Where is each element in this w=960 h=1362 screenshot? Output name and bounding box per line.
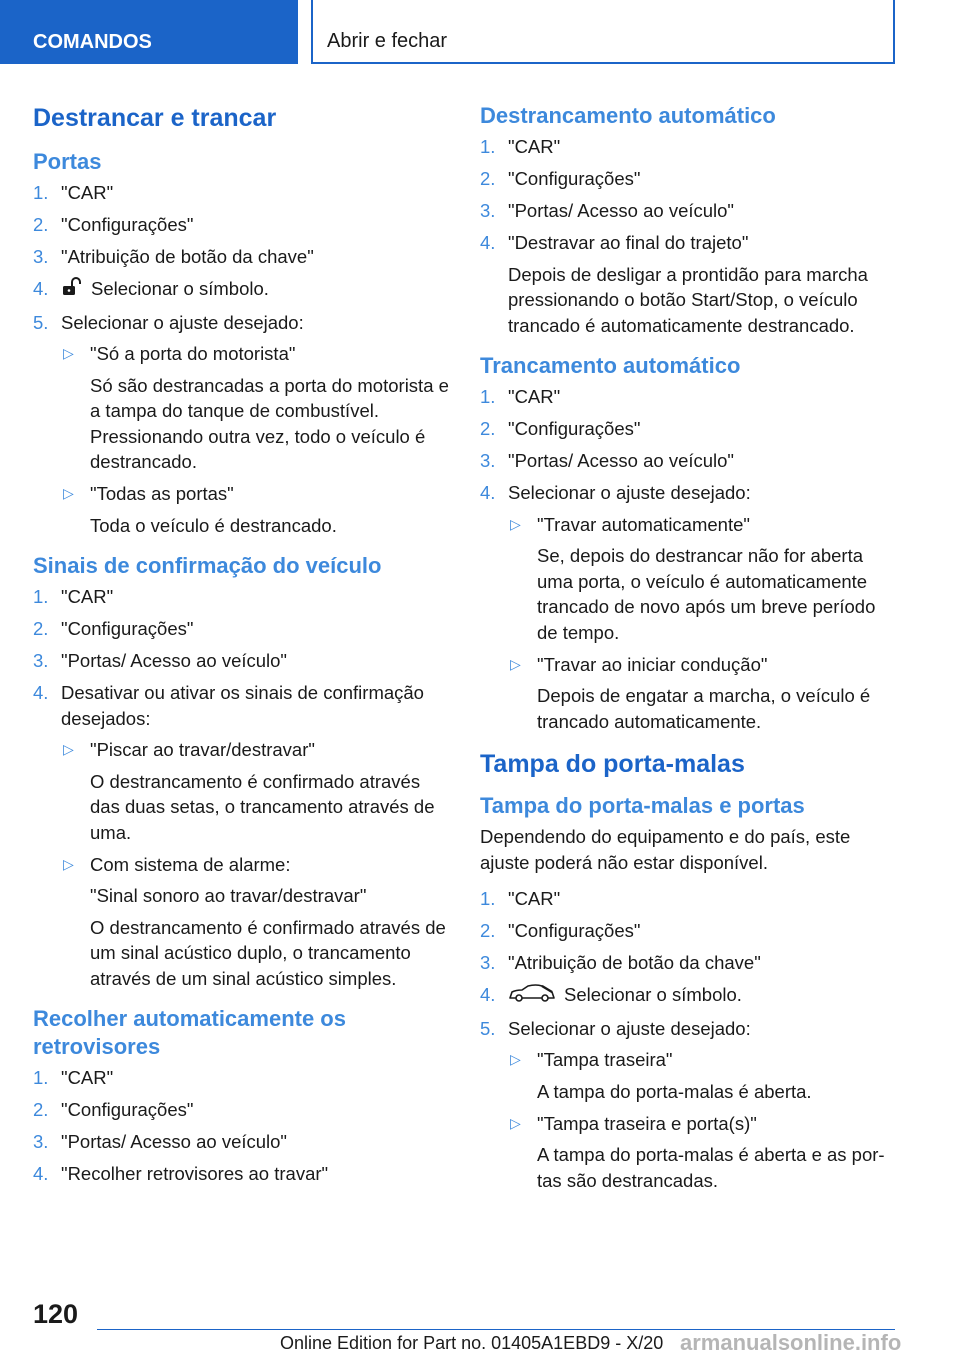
option-item <box>61 852 453 992</box>
list-item <box>33 1065 453 1091</box>
option-description: A tampa do porta-malas é aberta e as por-tas são destrancadas. <box>537 1144 885 1191</box>
step-number: 4. <box>480 232 496 253</box>
list-item <box>33 616 453 642</box>
list-item <box>480 918 900 944</box>
option-item <box>61 737 453 845</box>
step-number: 1. <box>33 182 49 203</box>
step-number: 1. <box>33 1067 49 1089</box>
option-label: Com sistema de alarme: <box>90 853 291 875</box>
title-tampa-porta-malas: Tampa do porta-malas <box>480 750 745 778</box>
list-item <box>33 244 453 270</box>
recolher-steps <box>33 1065 453 1187</box>
car-trunk-icon <box>508 983 556 1010</box>
triangle-bullet-icon: ▷ <box>63 855 74 872</box>
option-item <box>508 1111 900 1194</box>
tampa-intro: Dependendo do equipamento e do país, este ajuste poderá não estar disponível. <box>480 826 851 873</box>
step-number: 3. <box>33 650 49 672</box>
list-item <box>480 166 900 192</box>
step-text: "CAR" <box>508 136 561 157</box>
option-item <box>508 512 900 646</box>
list-item <box>480 384 900 410</box>
list-item <box>480 134 900 160</box>
list-item <box>480 416 900 442</box>
tampa-options <box>508 1047 900 1193</box>
option-label: "Travar automaticamente" <box>537 513 750 535</box>
step-number: 2. <box>480 418 496 439</box>
option-label: "Tampa traseira" <box>537 1049 673 1071</box>
title-destrancar-trancar: Destrancar e trancar <box>33 104 277 132</box>
section-tab <box>0 0 298 64</box>
triangle-bullet-icon: ▷ <box>510 1114 521 1131</box>
step-number: 4. <box>33 1163 49 1185</box>
step-number: 5. <box>33 311 49 333</box>
trancamento-options <box>508 512 900 735</box>
step-text: "Destravar ao final do trajeto" <box>508 232 749 253</box>
step-text: "CAR" <box>61 1067 114 1089</box>
option-item <box>508 652 900 735</box>
step-number: 2. <box>33 1099 49 1121</box>
step-text: Selecionar o ajuste desejado: <box>508 482 751 503</box>
destrancamento-steps <box>480 134 900 338</box>
step-text: "Portas/ Acesso ao veículo" <box>61 1131 288 1153</box>
step-text: "Configurações" <box>508 168 641 189</box>
triangle-bullet-icon: ▷ <box>63 485 74 502</box>
step-number: 3. <box>33 246 49 267</box>
step-number: 5. <box>480 1017 496 1039</box>
step-text: "Configurações" <box>61 1099 194 1121</box>
heading-trancamento: Trancamento automático <box>480 353 741 378</box>
list-item <box>33 584 453 610</box>
step-text: "Recolher retrovisores ao travar" <box>61 1163 329 1185</box>
option-description: Toda o veículo é destrancado. <box>90 514 337 536</box>
step-number: 1. <box>33 586 49 608</box>
step-number: 1. <box>480 386 496 407</box>
list-item <box>33 680 453 991</box>
tampa-steps <box>480 886 900 1193</box>
list-item <box>33 212 453 238</box>
step-text: Selecionar o símbolo. <box>91 278 269 299</box>
heading-sinais: Sinais de confirmação do veículo <box>33 553 382 579</box>
option-item <box>61 481 453 538</box>
chapter-tab <box>311 0 895 64</box>
list-item <box>480 448 900 474</box>
step-number: 2. <box>33 214 49 235</box>
heading-portas: Portas <box>33 149 102 174</box>
list-item <box>33 1097 453 1123</box>
option-description: A tampa do porta-malas é aberta. <box>537 1080 812 1102</box>
list-item <box>480 480 900 734</box>
list-item <box>33 310 453 539</box>
option-description: "Sinal sonoro ao travar/destravar" <box>90 885 367 907</box>
option-description: Depois de engatar a marcha, o veículo é trancado automaticamente. <box>537 685 871 732</box>
list-item <box>33 276 453 303</box>
step-number: 2. <box>480 168 496 189</box>
step-number: 3. <box>480 450 496 471</box>
right-column <box>480 98 900 1200</box>
portas-steps <box>33 180 453 538</box>
option-description: Só são destrancadas a porta do motorista e a tampa do tanque de combustível. Pressionando outra vez, todo o veículo é destrancado. <box>90 374 449 473</box>
list-item <box>480 982 900 1009</box>
triangle-bullet-icon: ▷ <box>63 345 74 362</box>
step-number: 4. <box>33 278 49 299</box>
option-item <box>508 1047 900 1104</box>
step-note: Depois de desligar a prontidão para marcha pressionando o botão Start/Stop, o veículo trancado é automaticamente destrancado. <box>508 263 868 336</box>
step-number: 1. <box>480 888 496 909</box>
step-text: "CAR" <box>61 182 114 203</box>
list-item <box>480 198 900 224</box>
list-item <box>480 886 900 912</box>
list-item <box>33 1161 453 1187</box>
trancamento-steps <box>480 384 900 734</box>
step-number: 3. <box>480 200 496 221</box>
step-number: 2. <box>33 618 49 640</box>
step-number: 4. <box>480 984 496 1005</box>
option-label: "Só a porta do motorista" <box>90 343 296 365</box>
triangle-bullet-icon: ▷ <box>510 1051 521 1068</box>
padlock-open-icon <box>61 277 83 304</box>
list-item <box>480 230 900 338</box>
triangle-bullet-icon: ▷ <box>63 741 74 758</box>
option-label: "Travar ao iniciar condução" <box>537 653 768 675</box>
option-label: "Piscar ao travar/destravar" <box>90 739 315 761</box>
step-text: "Configurações" <box>508 418 641 439</box>
sinais-steps <box>33 584 453 991</box>
option-description: O destrancamento é confirmado através de um sinal acústico duplo, o trancamento através de um sinal acústico simples. <box>90 916 446 989</box>
step-number: 2. <box>480 920 496 941</box>
section-label: COMANDOS <box>33 31 152 53</box>
option-label: "Todas as portas" <box>90 483 234 505</box>
step-text: "CAR" <box>61 586 114 608</box>
step-text: Selecionar o símbolo. <box>564 984 742 1005</box>
triangle-bullet-icon: ▷ <box>510 655 521 672</box>
heading-recolher: Recolher automaticamente os retrovisores <box>33 1006 346 1060</box>
step-text: "CAR" <box>508 386 561 407</box>
portas-options <box>61 341 453 538</box>
step-number: 3. <box>33 1131 49 1153</box>
step-text: "Portas/ Acesso ao veículo" <box>61 650 288 672</box>
watermark: armanualsonline.info <box>680 1330 902 1355</box>
option-label: "Tampa traseira e porta(s)" <box>537 1112 757 1134</box>
option-item <box>61 341 453 475</box>
option-description: Se, depois do destrancar não for aberta uma porta, o veículo é automaticamente trancado de novo após um breve período de tempo. <box>537 545 876 643</box>
footer-edition: Online Edition for Part no. 01405A1EBD9 - X/20 <box>280 1333 664 1353</box>
chapter-label: Abrir e fechar <box>327 30 448 52</box>
list-item <box>480 950 900 976</box>
page-number: 120 <box>33 1299 79 1329</box>
list-item <box>480 1016 900 1194</box>
step-text: Selecionar o ajuste desejado: <box>508 1017 751 1039</box>
option-description: O destrancamento é confirmado através das duas setas, o trancamento através de uma. <box>90 770 435 843</box>
step-text: "Portas/ Acesso ao veículo" <box>508 450 735 471</box>
sinais-options <box>61 737 453 991</box>
heading-destrancamento: Destrancamento automático <box>480 103 776 128</box>
list-item <box>33 180 453 206</box>
step-number: 4. <box>33 682 49 704</box>
step-text: "Portas/ Acesso ao veículo" <box>508 200 735 221</box>
step-number: 1. <box>480 136 496 157</box>
step-text: "Atribuição de botão da chave" <box>508 952 761 973</box>
list-item <box>33 1129 453 1155</box>
step-text: Selecionar o ajuste desejado: <box>61 311 304 333</box>
triangle-bullet-icon: ▷ <box>510 515 521 532</box>
step-text: "Atribuição de botão da chave" <box>61 246 314 267</box>
step-text: "Configurações" <box>508 920 641 941</box>
heading-tampa-portas: Tampa do porta-malas e portas <box>480 793 805 818</box>
step-number: 4. <box>480 482 496 503</box>
step-text: "Configurações" <box>61 618 194 640</box>
left-column <box>33 98 453 1193</box>
step-text: Desativar ou ativar os sinais de confirmação desejados: <box>61 682 424 729</box>
step-text: "CAR" <box>508 888 561 909</box>
step-number: 3. <box>480 952 496 973</box>
step-text: "Configurações" <box>61 214 194 235</box>
list-item <box>33 648 453 674</box>
